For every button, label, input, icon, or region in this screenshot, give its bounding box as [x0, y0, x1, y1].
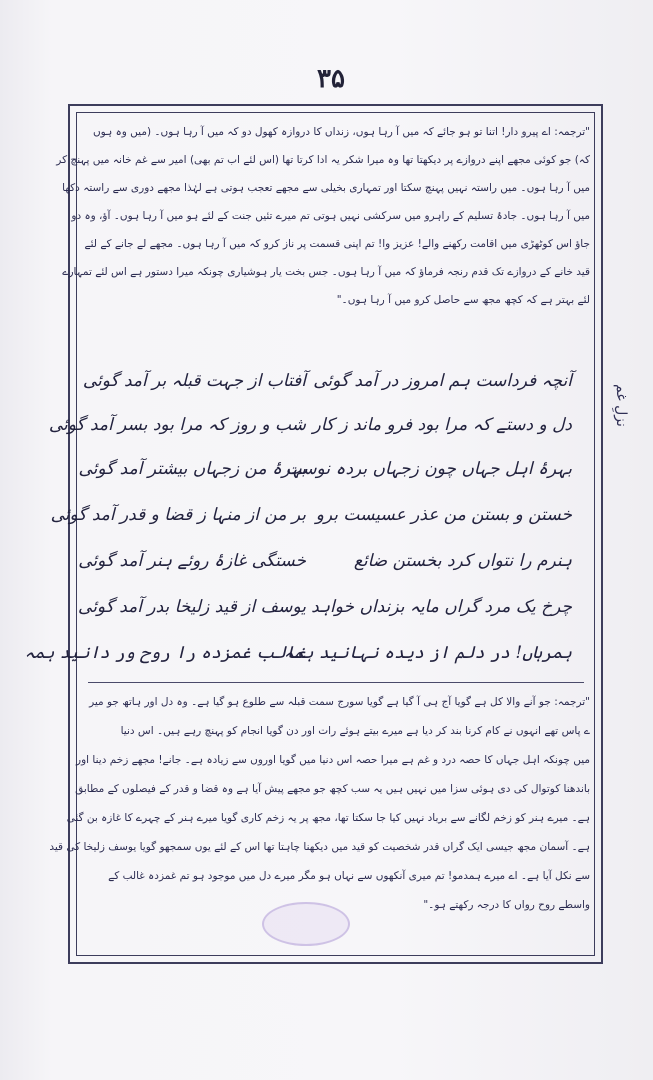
- page-number: ۳۵: [317, 64, 345, 94]
- hemistich-second: غالب غمزدہ را روح ور دانید ہمہ: [24, 643, 306, 663]
- prose-line: ہے۔ میرے ہنر کو زخم لگانے سے برباد نہیں کیا جا سکتا تھا، مجھ پر یہ زخم کاری گویا میرے ہنر کے چہرے کا غازہ بن گئی: [66, 812, 590, 824]
- couplet: [50, 494, 572, 536]
- prose-line: کہ) جو کوئی مجھے اپنے دروازے پر دیکھتا تھا وہ میرا شکر یہ ادا کرتا تھا (اس لئے اب تم بھی) امیر سے غم خانہ میں پہنچ کر: [56, 154, 590, 166]
- prose-line: ہے۔ آسمان مجھ جیسی ایک گراں قدر شخصیت کو قید میں دیکھنا چاہتا تھا اس کے لئے یوں سمجھو گویا یوسف زلیخا کی قید: [49, 841, 590, 853]
- couplet: [82, 360, 572, 402]
- hemistich-first: چرخ یک مرد گراں مایہ بزنداں خواہد: [311, 597, 572, 617]
- persian-ghazal: [24, 360, 572, 676]
- prose-line: باندھنا کوتوال کی دی ہوئی سزا میں نہیں ہیں یہ سب کچھ جو مجھے پیش آیا ہے وہ قضا و قدر کے فیصلوں کے مطابق: [75, 783, 590, 795]
- prose-line: "ترجمہ: جو آنے والا کل ہے گویا آج ہی آ گیا ہے گویا سورج سمت قبلہ سے طلوع ہو گیا ہے۔ وہ دل اور ہاتھ جو میر: [89, 696, 590, 708]
- prose-line: لئے بہتر ہے کہ کچھ مجھ سے حاصل کرو میں آ رہا ہوں۔": [336, 294, 590, 306]
- hemistich-second: آفتاب از جہت قبلہ بر آمد گوئی: [82, 371, 306, 391]
- couplet: [78, 448, 572, 490]
- hemistich-first: دل و دستے کہ مرا بود فرو ماند ز کار: [312, 415, 572, 435]
- prose-line: میں آ رہا ہوں۔ میں راستہ نہیں پہنچ سکتا اور تمہاری بخیلی سے مجھے تعجب ہوتی ہے لہٰذا مجھے دوری سے راستہ دکھا: [62, 182, 590, 194]
- section-divider: [88, 682, 584, 683]
- prose-line: قید خانے کے دروازے تک قدم رنجہ فرماؤ کہ میں آ رہا ہوں۔ جس بخت یار ہوشیاری چونکہ میرا دستور ہے اس لئے تمہارے: [62, 266, 590, 278]
- prose-translation-top: [56, 118, 590, 354]
- hemistich-first: خستن و بستن من عذر عسیست برو: [315, 505, 572, 525]
- hemistich-first: ہنرم را نتواں کرد بخستن ضائع: [353, 551, 572, 571]
- hemistich-first: ہمرہاں! در دلم از دیدہ نہانید ہمہ: [283, 643, 572, 663]
- prose-line: ے پاس تھے انہوں نے کام کرنا بند کر دیا ہے میرے بیتے ہوئے رات اور دن گویا انجام کو پہنچ رہے ہیں۔ اس دنیا: [120, 725, 590, 737]
- hemistich-first: بہرۂ اہل جہاں چون زجہاں بردہ نوست: [285, 459, 572, 479]
- margin-note: نزلِ غم: [613, 383, 629, 427]
- prose-line: "ترجمہ: اے پیرو دار! اتنا تو ہو جائے کہ میں آ رہا ہوں، زنداں کا دروازہ کھول دو کہ میں آ رہا ہوں۔ (میں وہ ہوں: [92, 126, 590, 138]
- library-stamp: [262, 902, 350, 946]
- couplet: [48, 404, 572, 446]
- prose-line: واسطے روح رواں کا درجہ رکھتے ہو۔": [423, 899, 590, 911]
- hemistich-second: شب و روز کہ مرا بود بسر آمد گوئی: [48, 415, 306, 435]
- hemistich-first: آنچہ فرداست ہم امروز در آمد گوئی: [313, 371, 572, 391]
- hemistich-second: بر من از منہا ز قضا و قدر آمد گوئی: [50, 505, 306, 525]
- hemistich-second: بہرۂ من زجہاں بیشتر آمد گوئی: [78, 459, 306, 479]
- couplet: [24, 632, 572, 674]
- couplet: [78, 586, 572, 628]
- hemistich-second: یوسف از قید زلیخا بدر آمد گوئی: [78, 597, 306, 617]
- prose-line: میں چونکہ اہل جہاں کا حصہ درد و غم ہے میرا حصہ اس دنیا میں گویا اوروں سے زیادہ ہے۔ جانے! مجھے زخم دینا اور: [76, 754, 590, 766]
- prose-line: جاؤ اس کوٹھڑی میں اقامت رکھنے والے! عزیز وا! تم اپنی قسمت پر ناز کرو کہ میں آ رہا ہوں۔ مجھے لے جانے کے لئے: [84, 238, 590, 250]
- prose-line: میں آ رہا ہوں۔ جادۂ تسلیم کے راہرو میں سرکشی نہیں ہوتی تم میرے تئیں جنت کے لئے ہو میں آ رہا ہوں۔ آؤ، وہ دو: [71, 210, 590, 222]
- prose-line: سے نکل آیا ہے۔ اے میرے ہمدمو! تم میری آنکھوں سے نہاں ہو مگر میرے دل میں موجود ہو تم غمزدہ غالب کے: [108, 870, 590, 882]
- hemistich-second: خستگی غازۂ روئے ہنر آمد گوئی: [78, 551, 306, 571]
- couplet: [78, 540, 572, 582]
